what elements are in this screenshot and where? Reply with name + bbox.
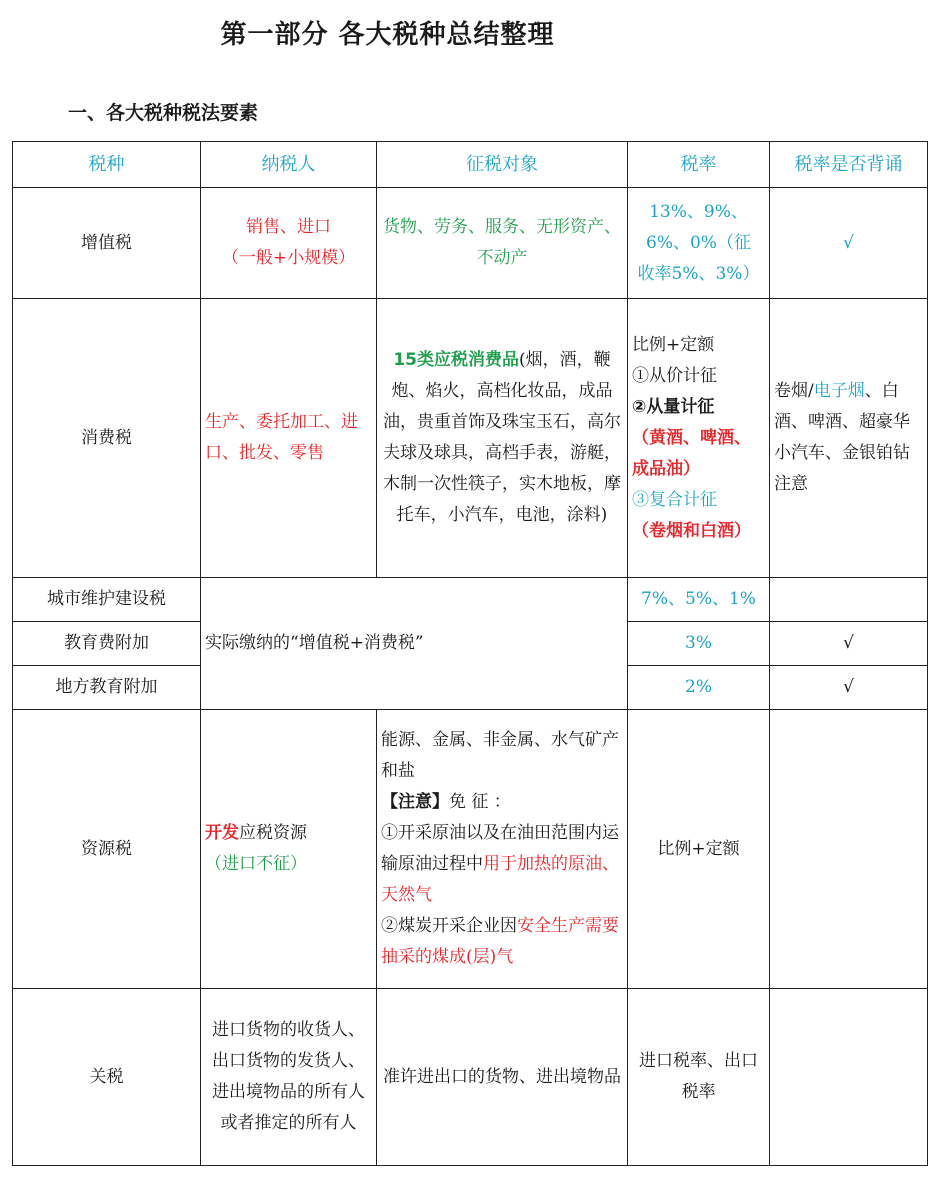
rate-consumption <box>628 299 770 578</box>
rate-consumption-line3: ②从量计征 <box>632 396 715 417</box>
rate-vat-line2: 6%、0%（征 <box>646 232 751 253</box>
object-resource-item2-red: 安全生产需要抽采的煤成(层)气 <box>381 916 619 967</box>
memorize-edu: √ <box>770 622 928 666</box>
object-resource-item2: ②煤炭开采企业因 <box>381 916 517 936</box>
object-resource-note: 【注意】 <box>381 792 449 812</box>
memo-consumption-part3: 、白酒、啤酒、超豪华小汽车、金银铂钻注意 <box>774 381 910 494</box>
rate-vat <box>628 188 770 299</box>
object-resource-exempt: 免 征 ： <box>449 792 511 812</box>
tax-name-consumption: 消费税 <box>13 299 201 578</box>
object-customs: 准许进出口的货物、进出境物品 <box>377 989 628 1166</box>
tax-name-edu: 教育费附加 <box>13 622 201 666</box>
tax-name-local-edu: 地方教育附加 <box>13 666 201 710</box>
rate-consumption-line1: 比例+定额 <box>632 334 715 355</box>
object-consumption-lead: 15类应税消费品 <box>393 350 520 370</box>
payer-surcharges: 实际缴纳的“增值税+消费税” <box>201 578 628 710</box>
payer-resource-develop: 开发 <box>205 823 239 843</box>
memorize-local-edu: √ <box>770 666 928 710</box>
payer-resource <box>201 710 377 989</box>
memorize-vat: √ <box>770 188 928 299</box>
tax-name-resource: 资源税 <box>13 710 201 989</box>
header-row <box>13 142 928 188</box>
table-row-urban <box>13 578 928 622</box>
object-consumption <box>377 299 628 578</box>
rate-resource: 比例+定额 <box>628 710 770 989</box>
payer-vat-line2: （一般+小规模） <box>221 248 356 268</box>
table-row-customs <box>13 989 928 1166</box>
rate-consumption-line2: ①从价计征 <box>632 365 717 386</box>
rate-customs: 进口税率、出口税率 <box>628 989 770 1166</box>
header-memorize: 税率是否背诵 <box>770 142 928 188</box>
memo-consumption-part2: 电子烟 <box>813 381 865 401</box>
table-row-vat <box>13 188 928 299</box>
tax-name-urban: 城市维护建设税 <box>13 578 201 622</box>
header-taxpayer: 纳税人 <box>201 142 377 188</box>
payer-resource-object: 应税资源 <box>239 823 307 843</box>
object-resource-line1: 能源、金属、非金属、水气矿产和盐 <box>381 730 619 781</box>
object-resource-item1: ①开采原油以及在油田范围内运输原油过程中 <box>381 823 619 874</box>
object-resource <box>377 710 628 989</box>
object-consumption-list: (烟，酒，鞭炮、焰火，高档化妆品，成品油，贵重首饰及珠宝玉石，高尔夫球及球具，高档手表，游艇，木制一次性筷子，实木地板，摩托车，小汽车，电池，涂料) <box>383 350 621 525</box>
tax-summary-table <box>12 141 928 1166</box>
rate-consumption-line6: （卷烟和白酒） <box>632 520 751 541</box>
header-rate: 税率 <box>628 142 770 188</box>
memorize-customs <box>770 989 928 1166</box>
table-row-resource <box>13 710 928 989</box>
tax-name-customs: 关税 <box>13 989 201 1166</box>
rate-consumption-line5: ③复合计征 <box>632 489 717 510</box>
section-heading: 一、各大税种税法要素 <box>68 102 259 124</box>
page-title: 第一部分 各大税种总结整理 <box>220 20 555 50</box>
rate-vat-line3: 收率5%、3%） <box>637 263 760 284</box>
rate-vat-line1: 13%、9%、 <box>649 201 748 222</box>
object-vat: 货物、劳务、服务、无形资产、不动产 <box>377 188 628 299</box>
payer-customs: 进口货物的收货人、出口货物的发货人、进出境物品的所有人或者推定的所有人 <box>201 989 377 1166</box>
memorize-consumption <box>770 299 928 578</box>
table-row-consumption <box>13 299 928 578</box>
memorize-resource <box>770 710 928 989</box>
rate-urban: 7%、5%、1% <box>628 578 770 622</box>
header-tax-type: 税种 <box>13 142 201 188</box>
payer-resource-import: （进口不征） <box>205 854 307 874</box>
object-resource-item1-red: 用于加热的原油、天然气 <box>381 854 619 905</box>
memo-consumption-part1: 卷烟/ <box>774 381 814 401</box>
payer-vat-line1: 销售、进口 <box>246 217 331 237</box>
memorize-urban <box>770 578 928 622</box>
rate-local-edu: 2% <box>628 666 770 710</box>
rate-consumption-line4: （黄酒、啤酒、成品油） <box>632 427 751 479</box>
tax-name-vat: 增值税 <box>13 188 201 299</box>
payer-vat <box>201 188 377 299</box>
rate-edu: 3% <box>628 622 770 666</box>
payer-consumption: 生产、委托加工、进口、批发、零售 <box>201 299 377 578</box>
header-tax-object: 征税对象 <box>377 142 628 188</box>
